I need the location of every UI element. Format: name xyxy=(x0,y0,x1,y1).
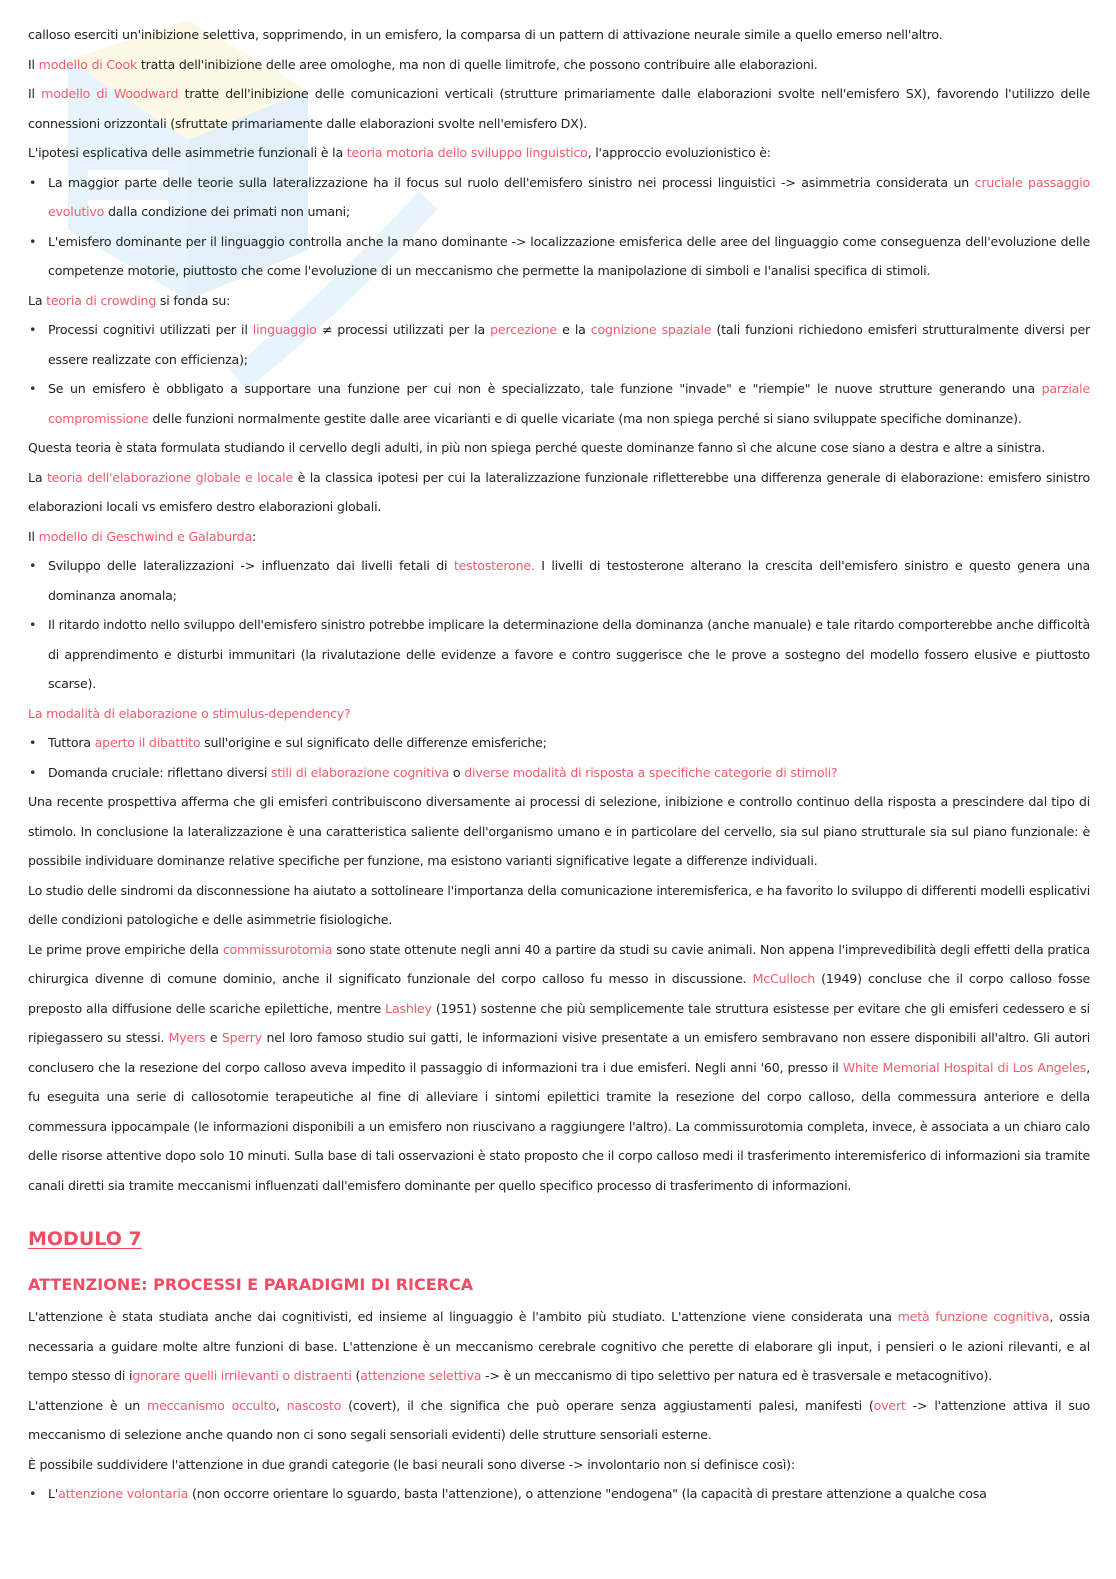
paragraph: Questa teoria è stata formulata studiando il cervello degli adulti, in più non spiega perché queste dominanze fanno sì che alcune cose siano a destra e altre a sinistra. xyxy=(28,440,1046,455)
bullet-list xyxy=(28,315,1090,433)
list-item: • Tuttora aperto il dibattito sull'origine e sul significato delle differenze emisferiche; xyxy=(28,728,1090,758)
list-item: • L'emisfero dominante per il linguaggio controlla anche la mano dominante -> localizzazione emisferica delle aree del linguaggio come conseguenza dell'evoluzione delle competenze motorie, piuttosto che come l'evoluzione di un meccanismo che permette la manipolazione di simboli e l'analisi specifica di stimoli. xyxy=(28,227,1090,286)
section-title: ATTENZIONE: PROCESSI E PARADIGMI DI RICERCA xyxy=(28,1275,474,1294)
paragraph: L'ipotesi esplicativa delle asimmetrie funzionali è la teoria motoria dello sviluppo linguistico, l'approccio evoluzionistico è: xyxy=(28,145,771,160)
paragraph: La teoria dell'elaborazione globale e locale è la classica ipotesi per cui la lateralizzazione funzionale rifletterebbe una differenza generale di elaborazione: emisfero sinistro elaborazioni locali vs emisfero destro elaborazioni globali. xyxy=(28,469,1091,514)
list-item: • La maggior parte delle teorie sulla lateralizzazione ha il focus sul ruolo dell'emisfero sinistro nei processi linguistici -> asimmetria considerata un cruciale passaggio evolutivo dalla condizione dei primati non umani; xyxy=(28,168,1090,227)
list-item: • Se un emisfero è obbligato a supportare una funzione per cui non è specializzato, tale funzione "invade" e "riempie" le nuove strutture generando una parziale compromissione delle funzioni normalmente gestite dalle aree vicarianti e di quelle vicariate (ma non spiega perché si siano sviluppate specifiche dominanze). xyxy=(28,374,1090,433)
paragraph: Lo studio delle sindromi da disconnessione ha aiutato a sottolineare l'importanza della comunicazione interemisferica, e ha favorito lo sviluppo di differenti modelli esplicativi delle condizioni patologiche e delle asimmetrie fisiologiche. xyxy=(28,882,1090,927)
paragraph: Il modello di Geschwind e Galaburda: xyxy=(28,528,257,544)
list-item: • L'attenzione volontaria (non occorre orientare lo sguardo, basta l'attenzione), o attenzione "endogena" (la capacità di prestare attenzione a qualche cosa xyxy=(28,1479,1090,1509)
paragraph: La teoria di crowding si fonda su: xyxy=(28,292,231,308)
paragraph-question: La modalità di elaborazione o stimulus-dependency? xyxy=(28,705,351,721)
paragraph: Le prime prove empiriche della commissurotomia sono state ottenute negli anni 40 a partire da studi su cavie animali. Non appena l'imprevedibilità degli effetti della pratica chirurgica divenne di comune dominio, anche il significato funzionale del corpo calloso fu messo in discussione. McCulloch (1949) concluse che il corpo calloso fosse preposto alla diffusione delle scariche epilettiche, mentre Lashley (1951) sostenne che più semplicemente tale struttura esistesse per evitare che gli emisferi cedessero e si ripiegassero su stessi. Myers e Sperry nel loro famoso studio sui gatti, le informazioni visive presentate a un emisfero sembravano non essere disponibili all'altro. Gli autori conclusero che la resezione del corpo calloso aveva impedito il passaggio di informazioni tra i due emisferi. Negli anni '60, presso il White Memorial Hospital di Los Angeles, fu eseguita una serie di callosotomie terapeutiche al fine di alleviare i sintomi epilettici tramite la resezione del corpo calloso, della commessura anteriore e della commessura ippocampale (le informazioni disponibili a un emisfero non riuscivano a raggiungere l'altro). La commissurotomia completa, invece, è associata a un chiaro calo delle risorse attentive dopo solo 10 minuti. Sulla base di tali osservazioni è stato proposto che il corpo calloso medi il trasferimento interemisferico di informazioni sia tramite canali diretti sia tramite meccanismi influenzati dall'emisfero dominante per quello specifico processo di trasferimento di informazioni. xyxy=(28,941,1091,1193)
paragraph: Il modello di Woodward tratte dell'inibizione delle comunicazioni verticali (strutture primariamente dalle elaborazioni svolte nell'emisfero SX), favorendo l'utilizzo delle connessioni orizzontali (sfruttate primariamente dalle elaborazioni svolte nell'emisfero DX). xyxy=(28,86,1090,131)
paragraph: È possibile suddividere l'attenzione in due grandi categorie (le basi neurali sono diverse -> involontario non si definisce così): xyxy=(28,1456,795,1472)
bullet-list xyxy=(28,551,1090,699)
bullet-list xyxy=(28,1479,1090,1509)
paragraph: Il modello di Cook tratta dell'inibizione delle aree omologhe, ma non di quelle limitrofe, che possono contribuire alle elaborazioni. xyxy=(28,56,818,72)
paragraph: Una recente prospettiva afferma che gli emisferi contribuiscono diversamente ai processi di selezione, inibizione e controllo continuo della risposta a prescindere dal tipo di stimolo. In conclusione la lateralizzazione è una caratteristica saliente dell'organismo umano e in particolare del cervello, sia sul piano strutturale sia sul piano funzionale: è possibile individuare dominanze relative specifiche per funzione, ma esistono varianti significative legate a differenze individuali. xyxy=(28,794,1090,868)
list-item: • Il ritardo indotto nello sviluppo dell'emisfero sinistro potrebbe implicare la determinazione della dominanza (anche manuale) e tale ritardo comporterebbe anche difficoltà di apprendimento e disturbi immunitari (la rivalutazione delle evidenze a favore e contro suggerisce che le prove a sostegno del modello fossero elusive e piuttosto scarse). xyxy=(28,610,1090,699)
bullet-list xyxy=(28,728,1090,787)
paragraph: L'attenzione è stata studiata anche dai cognitivisti, ed insieme al linguaggio è l'ambito più studiato. L'attenzione viene considerata una metà funzione cognitiva, ossia necessaria a guidare molte altre funzioni di base. L'attenzione è un meccanismo cerebrale cognitivo che perette di elaborare gli input, i pensieri o le azioni rilevanti, e al tempo stesso di ignorare quelli irrilevanti o distraenti (attenzione selettiva -> è un meccanismo di tipo selettivo per natura ed è trasversale e metacognitivo). xyxy=(28,1309,1090,1383)
module-title: MODULO 7 xyxy=(28,1228,142,1250)
paragraph: calloso eserciti un'inibizione selettiva, sopprimendo, in un emisfero, la comparsa di un pattern di attivazione neurale simile a quello emerso nell'altro. xyxy=(28,27,943,42)
bullet-list xyxy=(28,168,1090,286)
paragraph: L'attenzione è un meccanismo occulto, nascosto (covert), il che significa che può operare senza aggiustamenti palesi, manifesti (overt -> l'attenzione attiva il suo meccanismo di selezione anche quando non ci sono segali sensoriali evidenti) delle strutture sensoriali esterne. xyxy=(28,1397,1091,1442)
document-body xyxy=(28,20,1090,1509)
list-item: • Processi cognitivi utilizzati per il linguaggio ≠ processi utilizzati per la percezione e la cognizione spaziale (tali funzioni richiedono emisferi strutturalmente diversi per essere realizzate con efficienza); xyxy=(28,315,1090,374)
list-item: • Sviluppo delle lateralizzazioni -> influenzato dai livelli fetali di testosterone. I livelli di testosterone alterano la crescita dell'emisfero sinistro e questo genera una dominanza anomala; xyxy=(28,551,1090,610)
list-item: • Domanda cruciale: riflettano diversi stili di elaborazione cognitiva o diverse modalità di risposta a specifiche categorie di stimoli? xyxy=(28,758,1090,788)
